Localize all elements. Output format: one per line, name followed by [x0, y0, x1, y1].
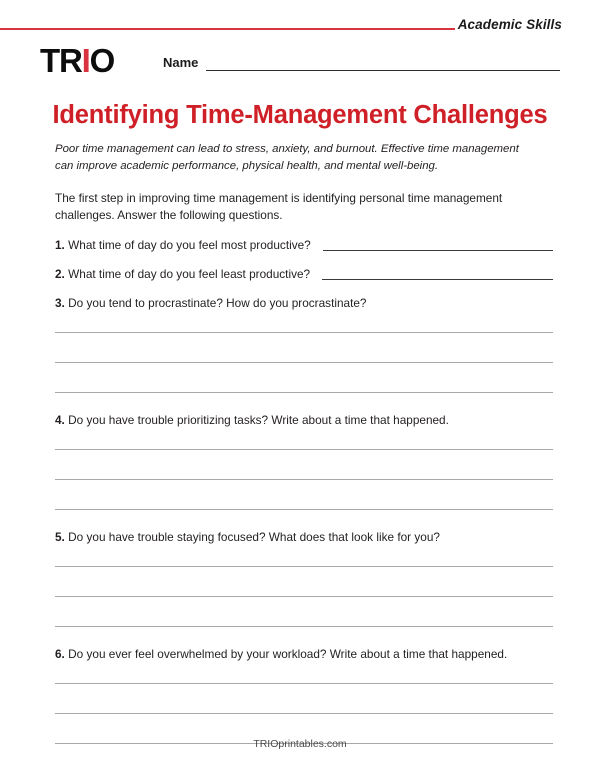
question-block [55, 267, 553, 282]
question-prompt: What time of day do you feel least productive? [64, 267, 311, 281]
logo-and-name-row [40, 42, 562, 80]
page-header [0, 0, 600, 44]
question-prompt: What time of day do you feel most productive? [64, 238, 311, 252]
writing-line[interactable] [55, 566, 553, 567]
question-number: 5. [55, 530, 65, 544]
question-text [55, 647, 553, 662]
question-block [55, 296, 553, 393]
question-prompt: Do you have trouble staying focused? What does that look like for you? [64, 530, 440, 544]
question-number: 1. [55, 238, 65, 252]
question-number: 3. [55, 296, 65, 310]
logo-text-i-accent: I [81, 42, 90, 79]
name-label: Name [163, 55, 199, 70]
question-text [55, 530, 553, 545]
question-text [55, 267, 310, 282]
intro-instruction-paragraph: The first step in improving time management is identifying personal time management challenges. Answer the following questions. [55, 191, 503, 222]
intro-italic-paragraph: Poor time management can lead to stress, anxiety, and burnout. Effective time management can improve academic performance, physical health, and mental well-being. [55, 143, 519, 172]
logo-text-tr: TR [40, 42, 82, 79]
question-number: 4. [55, 413, 65, 427]
header-red-rule [0, 28, 455, 30]
question-block [55, 238, 553, 253]
footer-site-name: TRIOprintables.com [253, 738, 347, 750]
logo-text-o: O [89, 42, 115, 79]
question-number: 2. [55, 267, 65, 281]
question-prompt: Do you have trouble prioritizing tasks? Write about a time that happened. [64, 413, 449, 427]
subject-kicker: Academic Skills [457, 17, 562, 32]
question-block [55, 647, 553, 744]
name-input-line[interactable] [206, 70, 560, 71]
writing-line[interactable] [55, 392, 553, 393]
question-number: 6. [55, 647, 65, 661]
question-block [55, 413, 553, 510]
writing-line[interactable] [55, 683, 553, 684]
questions-list [55, 238, 553, 744]
writing-line[interactable] [55, 449, 553, 450]
question-text [55, 296, 553, 311]
question-block [55, 530, 553, 627]
writing-line[interactable] [55, 509, 553, 510]
writing-line[interactable] [55, 332, 553, 333]
answer-line[interactable] [322, 279, 553, 280]
question-prompt: Do you ever feel overwhelmed by your workload? Write about a time that happened. [64, 647, 508, 661]
worksheet-body [55, 141, 553, 764]
writing-line[interactable] [55, 626, 553, 627]
question-prompt: Do you tend to procrastinate? How do you procrastinate? [64, 296, 367, 310]
writing-line[interactable] [55, 479, 553, 480]
writing-line[interactable] [55, 362, 553, 363]
writing-line[interactable] [55, 596, 553, 597]
page-title: Identifying Time-Management Challenges [52, 101, 548, 129]
question-text [55, 413, 553, 428]
answer-line[interactable] [323, 250, 553, 251]
question-text [55, 238, 311, 253]
trio-logo [40, 44, 114, 78]
writing-line[interactable] [55, 713, 553, 714]
